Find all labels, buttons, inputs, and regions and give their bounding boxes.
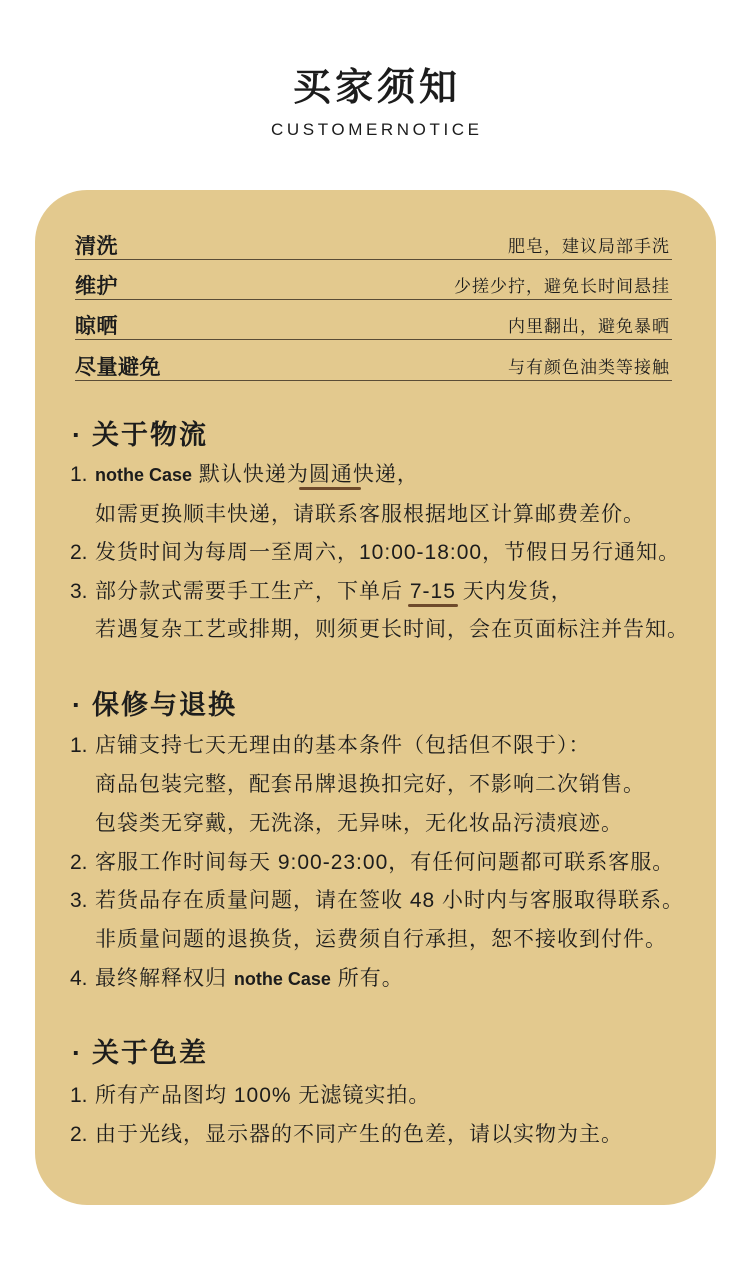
brand-name: nothe Case [95,465,193,485]
section-heading-logistics [72,417,208,453]
care-row-wash [75,230,672,260]
item-text: 天内发货， [455,580,573,603]
highlighted-courier: 圆通快递 [308,463,397,486]
warranty-item-1-continued: 商品包装完整，配套吊牌退换扣完好，不影响二次销售。 [95,773,645,796]
item-text: 所有。 [330,967,404,990]
item-text: 发货时间为每周一至周六，10:00-18:00，节假日另行通知。 [95,541,681,564]
item-text: 默认快递为 [192,463,309,486]
warranty-item-1 [70,731,591,761]
item-text: ， [396,463,419,486]
care-value: 内里翻出，避免暴晒 [508,317,670,336]
item-number: 3. [70,580,88,603]
highlighted-days: 7-15 [409,580,456,603]
page-subtitle: CUSTOMERNOTICE [271,120,483,139]
logistics-item-1-continued: 如需更换顺丰快递，请联系客服根据地区计算邮费差价。 [95,503,645,526]
item-number: 1. [70,734,88,757]
item-number: 3. [70,889,88,912]
heading-bullet: · [72,420,81,450]
item-text: 店铺支持七天无理由的基本条件（包括但不限于）： [95,734,591,757]
logistics-item-2 [70,538,680,568]
item-number: 2. [70,541,88,564]
item-text: 部分款式需要手工生产，下单后 [95,580,410,603]
heading-bullet: · [72,690,81,720]
heading-text: 关于色差 [92,1038,208,1068]
notice-card [35,190,716,1205]
item-text: 所有产品图均 100% 无滤镜实拍。 [95,1084,431,1107]
item-number: 4. [70,967,88,990]
warranty-item-3-continued: 非质量问题的退换货，运费须自行承担，恕不接收到付件。 [95,928,667,951]
item-text: 若货品存在质量问题，请在签收 48 小时内与客服取得联系。 [95,889,685,912]
warranty-item-4 [70,964,404,994]
care-row-avoid [75,351,672,381]
logistics-item-3 [70,577,573,607]
care-value: 少搓少拧，避免长时间悬挂 [454,277,670,296]
care-row-dry [75,310,672,340]
page-title: 买家须知 [292,67,461,109]
section-heading-warranty [72,687,237,723]
care-label: 清洗 [75,234,118,258]
item-number: 2. [70,851,88,874]
logistics-item-1 [70,460,419,490]
heading-text: 关于物流 [92,420,208,450]
item-number: 1. [70,463,88,486]
section-heading-color-difference [72,1035,208,1071]
color-difference-item-1 [70,1081,430,1111]
warranty-item-2 [70,848,674,878]
item-number: 2. [70,1123,88,1146]
item-number: 1. [70,1084,88,1107]
care-label: 维护 [75,274,118,298]
care-label: 尽量避免 [75,355,161,379]
care-row-maintain [75,270,672,300]
item-text: 最终解释权归 [95,967,234,990]
warranty-item-3 [70,886,684,916]
heading-text: 保修与退换 [92,690,237,720]
care-value: 肥皂，建议局部手洗 [508,237,670,256]
care-value: 与有颜色油类等接触 [508,358,670,377]
brand-name: nothe Case [233,969,331,989]
heading-bullet: · [72,1038,81,1068]
item-text: 客服工作时间每天 9:00-23:00，有任何问题都可联系客服。 [95,851,675,874]
item-text: 由于光线，显示器的不同产生的色差，请以实物为主。 [95,1123,623,1146]
care-label: 晾晒 [75,314,118,338]
color-difference-item-2 [70,1120,623,1150]
logistics-item-3-continued: 若遇复杂工艺或排期，则须更长时间，会在页面标注并告知。 [95,618,689,641]
warranty-item-1-continued: 包袋类无穿戴，无洗涤，无异味，无化妆品污渍痕迹。 [95,812,623,835]
